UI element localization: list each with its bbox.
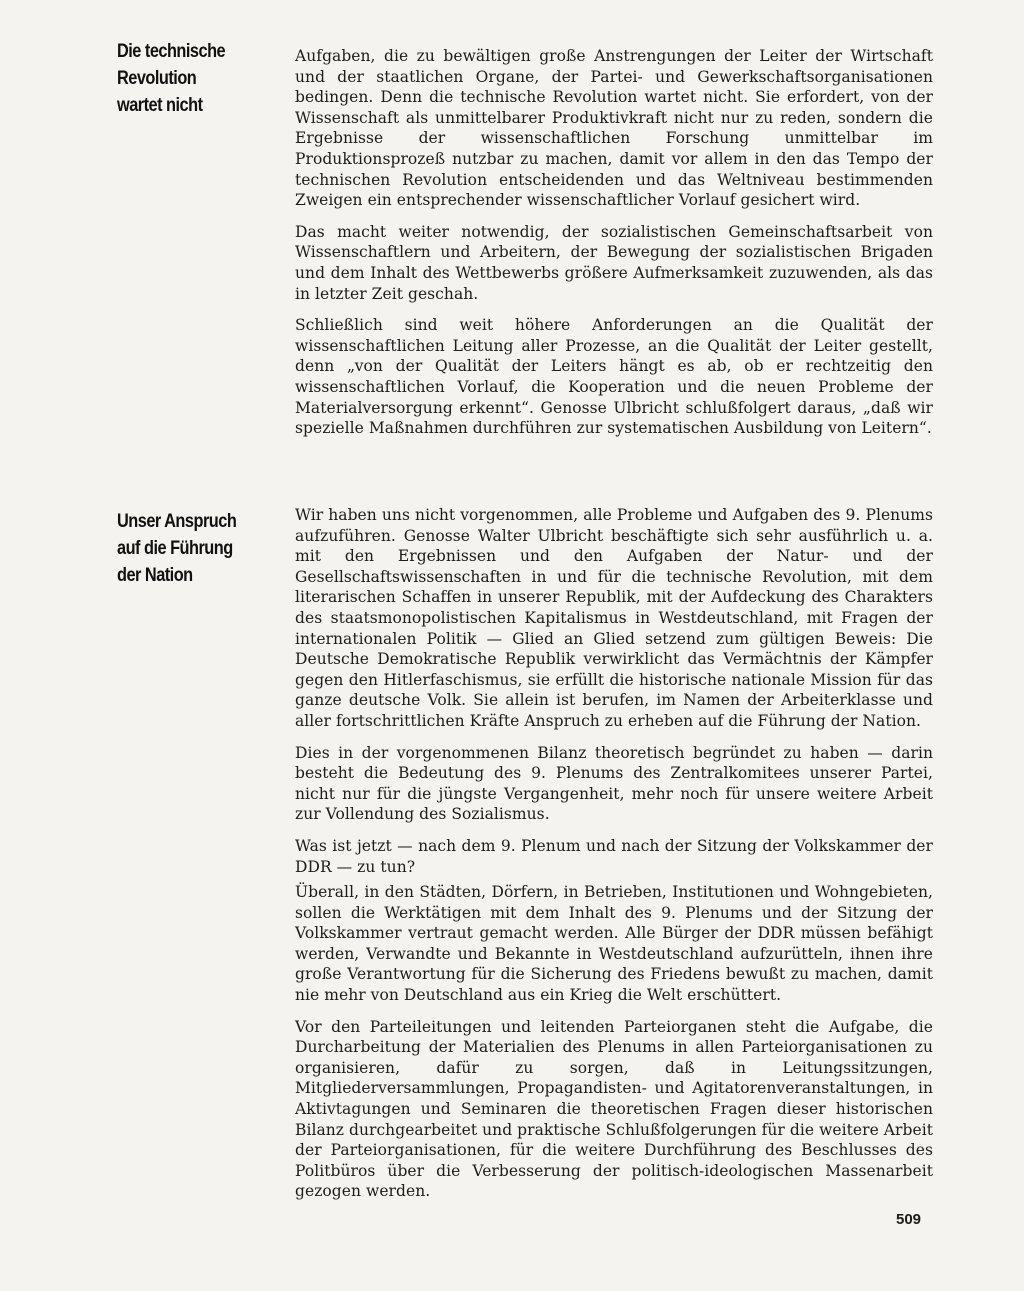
paragraph: Dies in der vorgenommenen Bilanz theoretisch begründet zu haben — darin besteht die Bedeutung des 9. Plenums des Zentralkomitees unserer Partei, nicht nur für die jüngste Vergangenheit, mehr noch für unsere weitere Arbeit zur Vollendung des Sozialismus. [295,743,933,824]
heading-line: Unser Anspruch [117,511,237,532]
section-heading-technische-revolution [117,38,255,119]
section-body-technische-revolution [295,46,933,439]
heading-line: auf die Führung [117,538,233,559]
paragraph: Aufgaben, die zu bewältigen große Anstrengungen der Leiter der Wirtschaft und der staatlichen Organe, der Partei- und Gewerkschaftsorganisationen bedingen. Denn die technische Revolution wartet nicht. Sie erfordert, von der Wissenschaft als unmittelbarer Produktivkraft nicht nur zu reden, sondern die Ergebnisse der wissenschaftlichen Forschung unmittelbar im Produktionsprozeß nutzbar zu machen, damit vor allem in den das Tempo der technischen Revolution entscheidenden und das Weltniveau bestimmenden Zweigen ein entsprechender wissenschaftlicher Vorlauf gesichert wird. [295,47,933,210]
paragraph: Wir haben uns nicht vorgenommen, alle Probleme und Aufgaben des 9. Plenums aufzuführen. Genosse Walter Ulbricht beschäftigte sich sehr ausführlich u. a. mit den Ergebnissen und den Aufgaben der Natur- und der Gesellschaftswissenschaften in und für die technische Revolution, mit dem literarischen Schaffen in unserer Republik, mit der Aufdeckung des Charakters des staatsmonopolistischen Kapitalismus in Westdeutschland, mit Fragen der internationalen Politik — Glied an Glied setzend zum gültigen Beweis: Die Deutsche Demokratische Republik verwirklicht das Vermächtnis der Kämpfer gegen den Hitlerfaschismus, sie erfüllt die historische nationale Mission für das ganze deutsche Volk. Sie allein ist berufen, im Namen der Arbeiterklasse und aller fortschrittlichen Kräfte Anspruch zu erheben auf die Führung der Nation. [295,506,933,730]
heading-line: der Nation [117,565,193,586]
paragraph: Was ist jetzt — nach dem 9. Plenum und nach der Sitzung der Volkskammer der DDR — zu tun? [295,836,933,876]
heading-line: Die technische [117,41,226,62]
paragraph: Schließlich sind weit höhere Anforderungen an die Qualität der wissenschaftlichen Leitung aller Prozesse, an die Qualität der Leiter gestellt, denn „von der Qualität der Leiters hängt es ab, ob er rechtzeitig den wissenschaftlichen Vorlauf, die Kooperation und die neuen Probleme der Materialversorgung erkennt“. Genosse Ulbricht schlußfolgert daraus, „daß wir spezielle Maßnahmen durchführen zur systematischen Ausbildung von Leitern“. [295,316,933,438]
heading-line: Revolution [117,68,197,89]
heading-line: wartet nicht [117,95,203,116]
paragraph: Das macht weiter notwendig, der sozialistischen Gemeinschaftsarbeit von Wissenschaftlern und Arbeitern, der Bewegung der sozialistischen Brigaden und dem Inhalt des Wettbewerbs größere Aufmerksamkeit zuzuwenden, als das in letzter Zeit geschah. [295,222,933,303]
paragraph: Überall, in den Städten, Dörfern, in Betrieben, Institutionen und Wohngebieten, sollen die Werktätigen mit dem Inhalt des 9. Plenums und der Sitzung der Volkskammer vertraut gemacht werden. Alle Bürger der DDR müssen befähigt werden, Verwandte und Bekannte in Westdeutschland aufzurütteln, ihnen ihre große Verantwortung für die Sicherung des Friedens bewußt zu machen, damit nie mehr von Deutschland aus ein Krieg die Welt erschüttert. [295,883,933,1005]
section-heading-anspruch-nation [117,508,255,589]
page-number: 509 [896,1211,922,1228]
paragraph: Vor den Parteileitungen und leitenden Parteiorganen steht die Aufgabe, die Durcharbeitung der Materialien des Plenums in allen Parteiorganisationen zu organisieren, dafür zu sorgen, daß in Leitungssitzungen, Mitgliederversammlungen, Propagandisten- und Agitatorenveranstaltungen, in Aktivtagungen und Seminaren die theoretischen Fragen dieser historischen Bilanz durchgearbeitet und praktische Schlußfolgerungen für die weitere Arbeit der Parteiorganisationen, für die weitere Durchführung des Beschlusses des Politbüros über die Verbesserung der politisch-ideologischen Massenarbeit gezogen werden. [295,1017,933,1201]
section-body-anspruch-nation [295,505,933,1202]
